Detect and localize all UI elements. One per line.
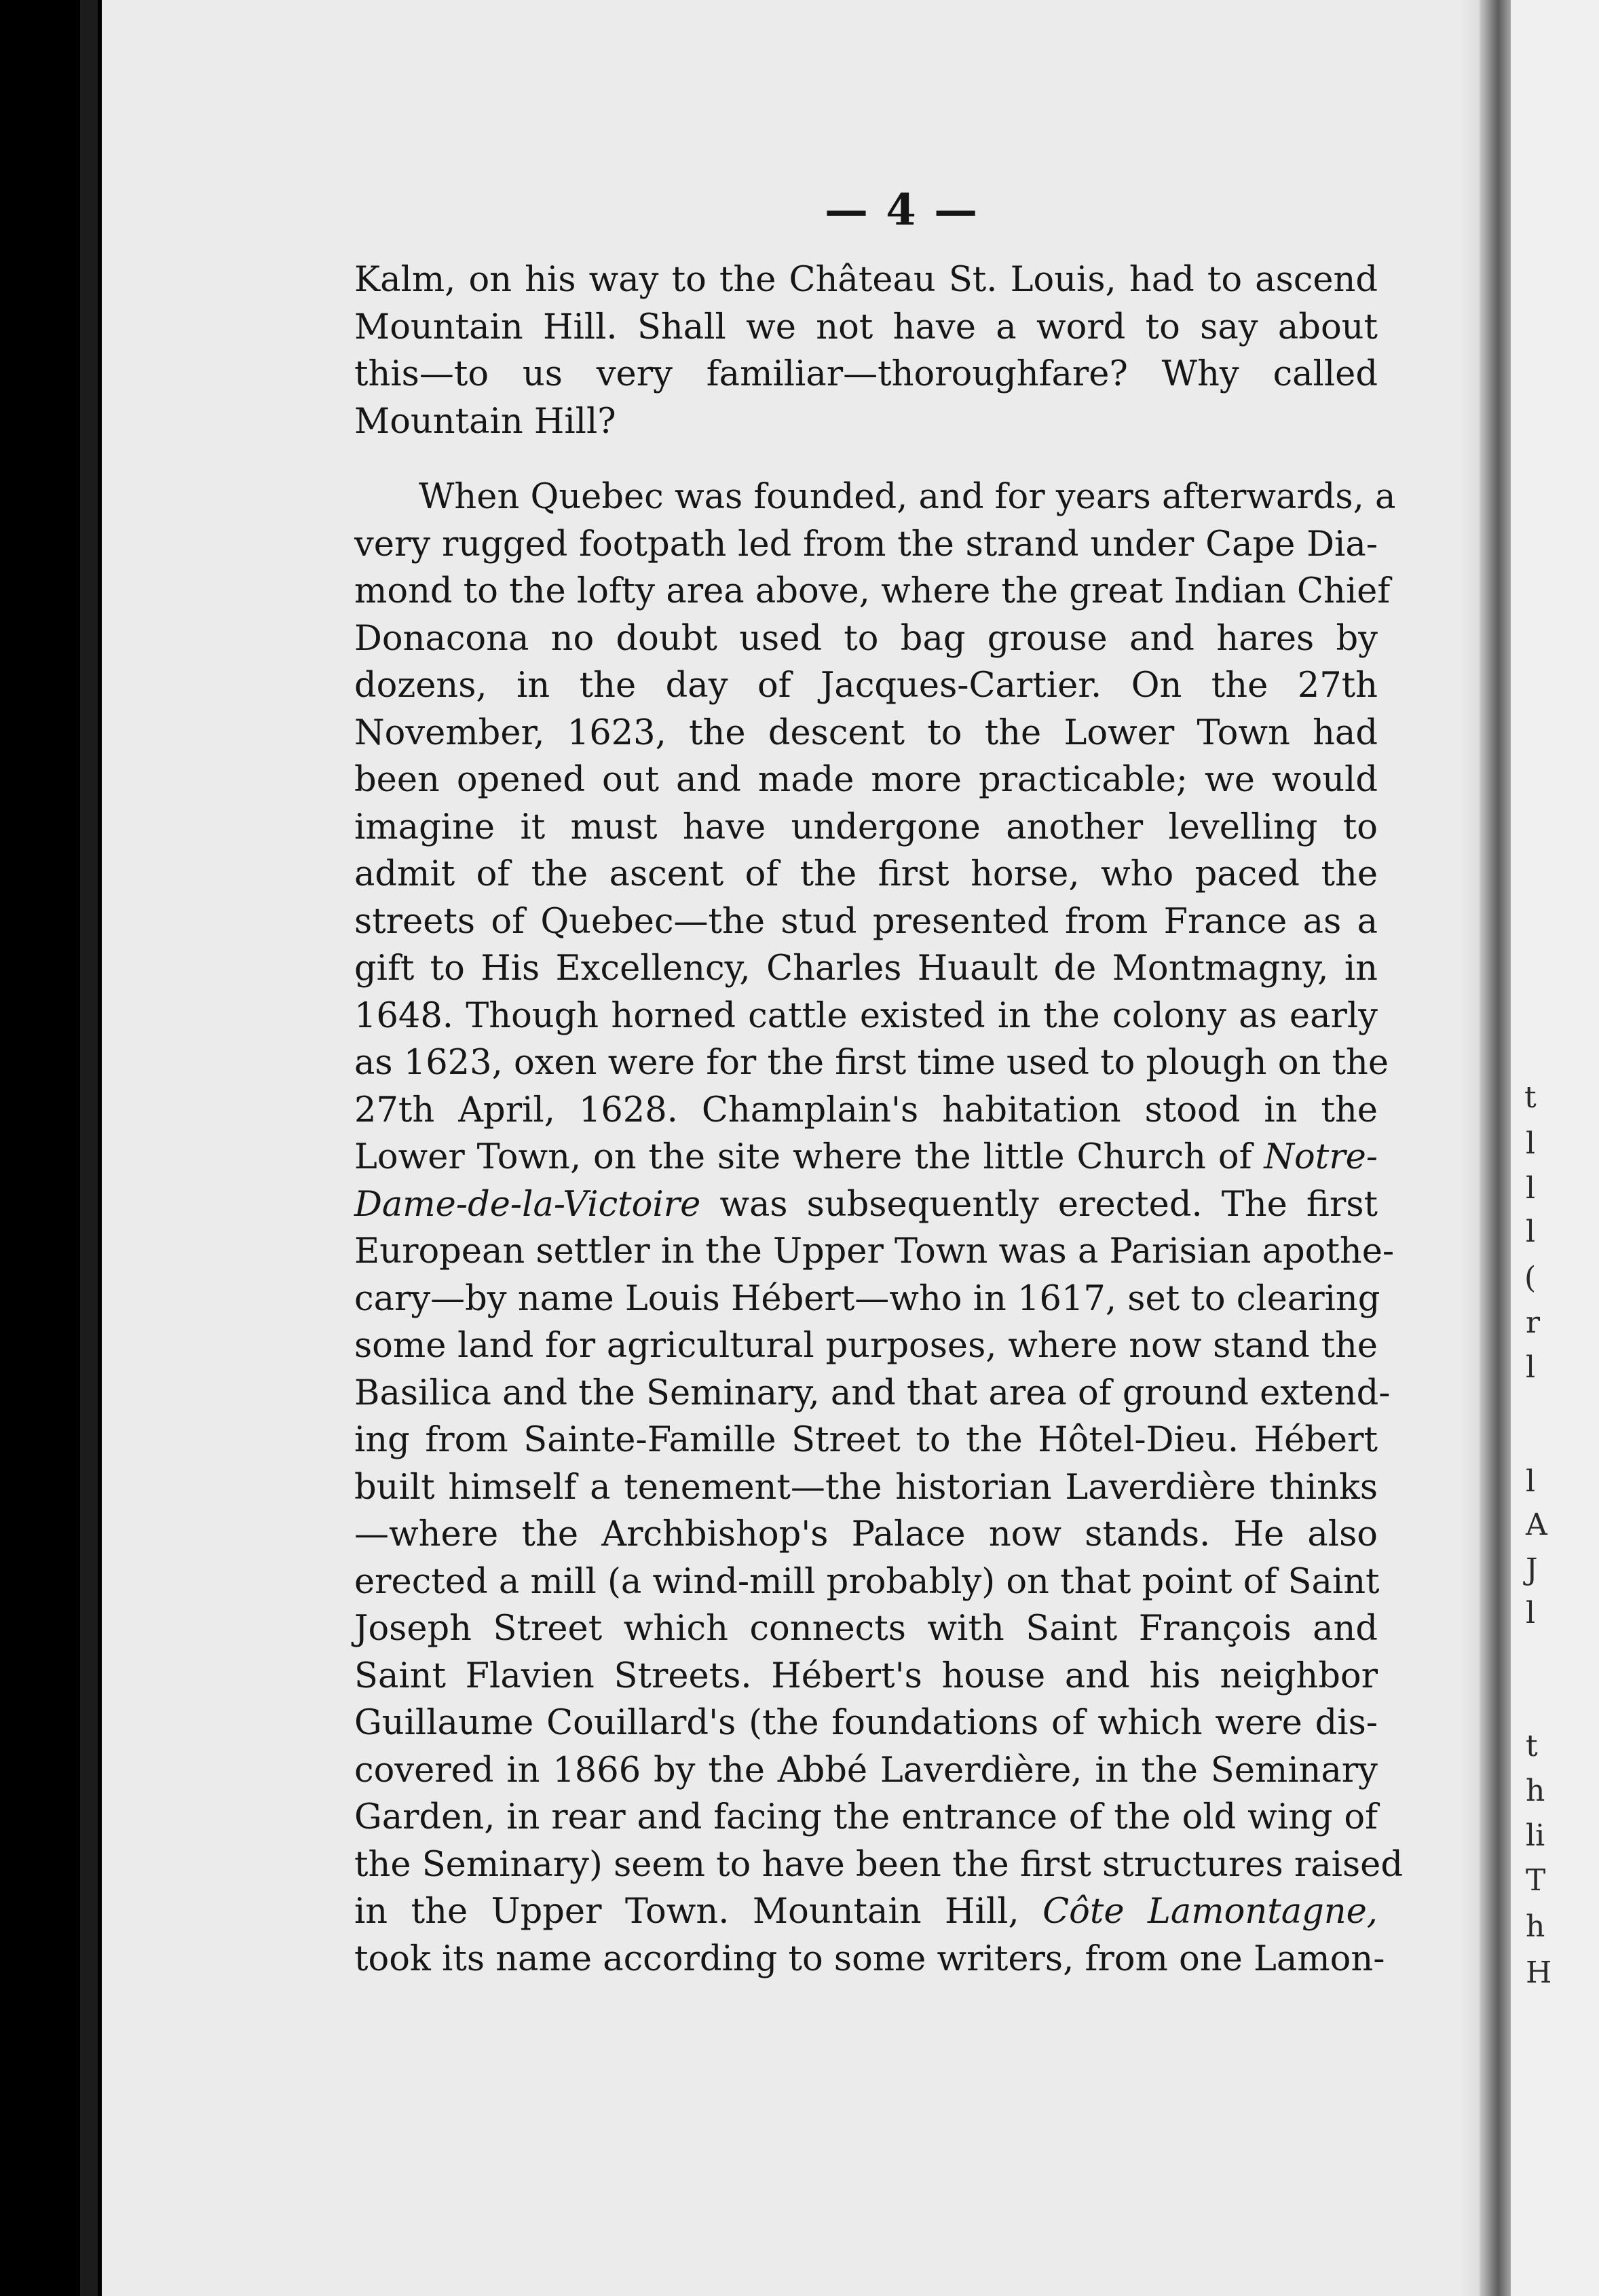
next-page-fragment: l: [1526, 1464, 1536, 1499]
text-run: in the Upper Town. Mountain Hill,: [354, 1892, 1043, 1932]
text-run: Lower Town, on the site where the little Church of: [354, 1137, 1264, 1177]
next-page-fragment: h: [1526, 1774, 1545, 1808]
next-page-fragment: l: [1526, 1350, 1536, 1385]
next-page-fragment: r: [1526, 1305, 1541, 1340]
text-line: mond to the lofty area above, where the great Indian Chief: [354, 571, 1391, 611]
text-run: was subsequently erected. The first: [700, 1184, 1378, 1225]
text-line: covered in 1866 by the Abbé Laverdière, in the Seminary: [354, 1750, 1378, 1791]
text-line: Joseph Street which connects with Saint François and: [354, 1609, 1378, 1649]
text-line: 27th April, 1628. Champlain's habitation stood in the: [354, 1090, 1378, 1130]
text-line: cary—by name Louis Hébert—who in 1617, set to clearing: [354, 1278, 1380, 1319]
page-number: — 4 —: [825, 185, 979, 235]
text-line: November, 1623, the descent to the Lower Town had: [354, 712, 1378, 753]
next-page-fragment: T: [1526, 1863, 1546, 1898]
text-line: been opened out and made more practicable; we would: [354, 760, 1378, 800]
text-line: —where the Archbishop's Palace now stands. He also: [354, 1514, 1378, 1554]
body-text: [354, 256, 1403, 1983]
next-page-fragment: H: [1526, 1955, 1552, 1990]
text-line: When Quebec was founded, and for years afterwards, a: [419, 477, 1396, 517]
next-page-fragment: l: [1526, 1214, 1536, 1249]
text-line: Basilica and the Seminary, and that area of ground extend-: [354, 1373, 1391, 1413]
text-line-with-italic: [354, 1888, 1378, 1936]
text-line: Donacona no doubt used to bag grouse and hares by: [354, 618, 1378, 659]
next-page-fragment: h: [1526, 1909, 1545, 1944]
text-line: built himself a tenement—the historian Laverdière thinks: [354, 1467, 1378, 1508]
text-line: dozens, in the day of Jacques-Cartier. On the 27th: [354, 666, 1378, 706]
text-line: this—to us very familiar—thoroughfare? Why called: [354, 354, 1378, 394]
text-line: the Seminary) seem to have been the first structures raised: [354, 1844, 1403, 1885]
paragraph-1: [354, 256, 1378, 445]
next-page-fragment: t: [1524, 1080, 1537, 1115]
italic-run: Côte Lamontagne,: [1042, 1892, 1378, 1932]
text-line-with-italic: [354, 1134, 1378, 1181]
text-line: streets of Quebec—the stud presented from France as a: [354, 901, 1378, 942]
next-page-fragment: l: [1526, 1596, 1536, 1630]
text-line: 1648. Though horned cattle existed in the colony as early: [354, 995, 1378, 1036]
text-line: as 1623, oxen were for the first time used to plough on the: [354, 1043, 1389, 1083]
binding-edge: [0, 0, 102, 2296]
text-line: admit of the ascent of the first horse, who paced the: [354, 854, 1378, 894]
text-line: some land for agricultural purposes, where now stand the: [354, 1326, 1378, 1366]
binding-line: [80, 0, 98, 2296]
next-page-fragment: l: [1526, 1126, 1536, 1161]
italic-run: Dame-de-la-Victoire: [354, 1184, 701, 1225]
next-page-sliver: [1511, 0, 1599, 2296]
text-line: imagine it must have undergone another levelling to: [354, 807, 1378, 847]
text-line: Mountain Hill?: [354, 401, 616, 442]
next-page-fragment: li: [1526, 1818, 1545, 1853]
text-line: very rugged footpath led from the strand under Cape Dia-: [354, 524, 1378, 565]
text-line: erected a mill (a wind-mill probably) on that point of Saint: [354, 1561, 1380, 1602]
text-line: Guillaume Couillard's (the foundations of which were dis-: [354, 1703, 1378, 1743]
next-page-fragment: (: [1524, 1261, 1537, 1295]
text-line: European settler in the Upper Town was a Parisian apothe-: [354, 1231, 1395, 1271]
next-page-fragment: A: [1526, 1508, 1547, 1542]
next-page-fragment: J: [1526, 1552, 1538, 1587]
italic-run: Notre-: [1264, 1137, 1378, 1177]
next-page-fragment: t: [1526, 1729, 1538, 1763]
text-line: Mountain Hill. Shall we not have a word to say about: [354, 307, 1378, 347]
text-line: Saint Flavien Streets. Hébert's house and his neighbor: [354, 1656, 1378, 1696]
text-line: Kalm, on his way to the Château St. Louis, had to ascend: [354, 260, 1378, 300]
text-line: gift to His Excellency, Charles Huault de Montmagny, in: [354, 949, 1378, 989]
page-gutter: [1480, 0, 1511, 2296]
text-line: took its name according to some writers, from one Lamon-: [354, 1938, 1385, 1979]
text-line: ing from Sainte-Famille Street to the Hôtel-Dieu. Hébert: [354, 1420, 1378, 1460]
paragraph-2: [354, 474, 1403, 1983]
text-line-with-italic: [354, 1181, 1378, 1229]
next-page-fragment: l: [1526, 1171, 1536, 1206]
text-line: Garden, in rear and facing the entrance of the old wing of: [354, 1797, 1378, 1837]
